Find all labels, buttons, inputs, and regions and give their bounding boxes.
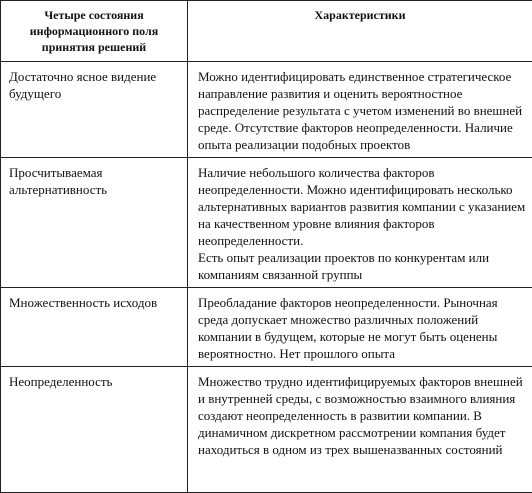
table-row xyxy=(1,158,532,288)
state-cell: Множественность исходов xyxy=(1,288,188,367)
state-cell: Неопределенность xyxy=(1,367,188,493)
description-cell: Преобладание факторов неопределенности. Рыночная среда допускает множество различных положений компании в будущем, которые не могут быть оценены вероятностно. Нет прошлого опыта xyxy=(188,288,532,367)
table-header-row xyxy=(1,1,532,62)
state-cell: Достаточно ясное видение будущего xyxy=(1,62,188,158)
description-cell: Множество трудно идентифицируемых факторов внешней и внутренней среды, с возможностью взаимного влияния создают неопределенность в развитии компании. В динамичном дискретном рассмотрении компания будет находиться в одном из трех вышеназванных состояний xyxy=(188,367,532,493)
table-row xyxy=(1,288,532,367)
description-cell: Наличие небольшого количества факторов неопределенности. Можно идентифицировать несколько альтернативных вариантов развития компании с указанием на качественном уровне влияния факторов неопределенности. Есть опыт реализации проектов по конкурентам или компаниям связанной группы xyxy=(188,158,532,288)
table-row xyxy=(1,62,532,158)
state-cell: Просчитываемая альтернативность xyxy=(1,158,188,288)
header-characteristics: Характеристики xyxy=(188,1,532,62)
header-states: Четыре состояния информационного поля принятия решений xyxy=(1,1,188,62)
description-cell: Можно идентифицировать единственное стратегическое направление развития и оценить вероятностное распределение результата с учетом изменений во внешней среде. Отсутствие факторов неопределенности. Наличие опыта реализации подобных проектов xyxy=(188,62,532,158)
table-row xyxy=(1,367,532,493)
